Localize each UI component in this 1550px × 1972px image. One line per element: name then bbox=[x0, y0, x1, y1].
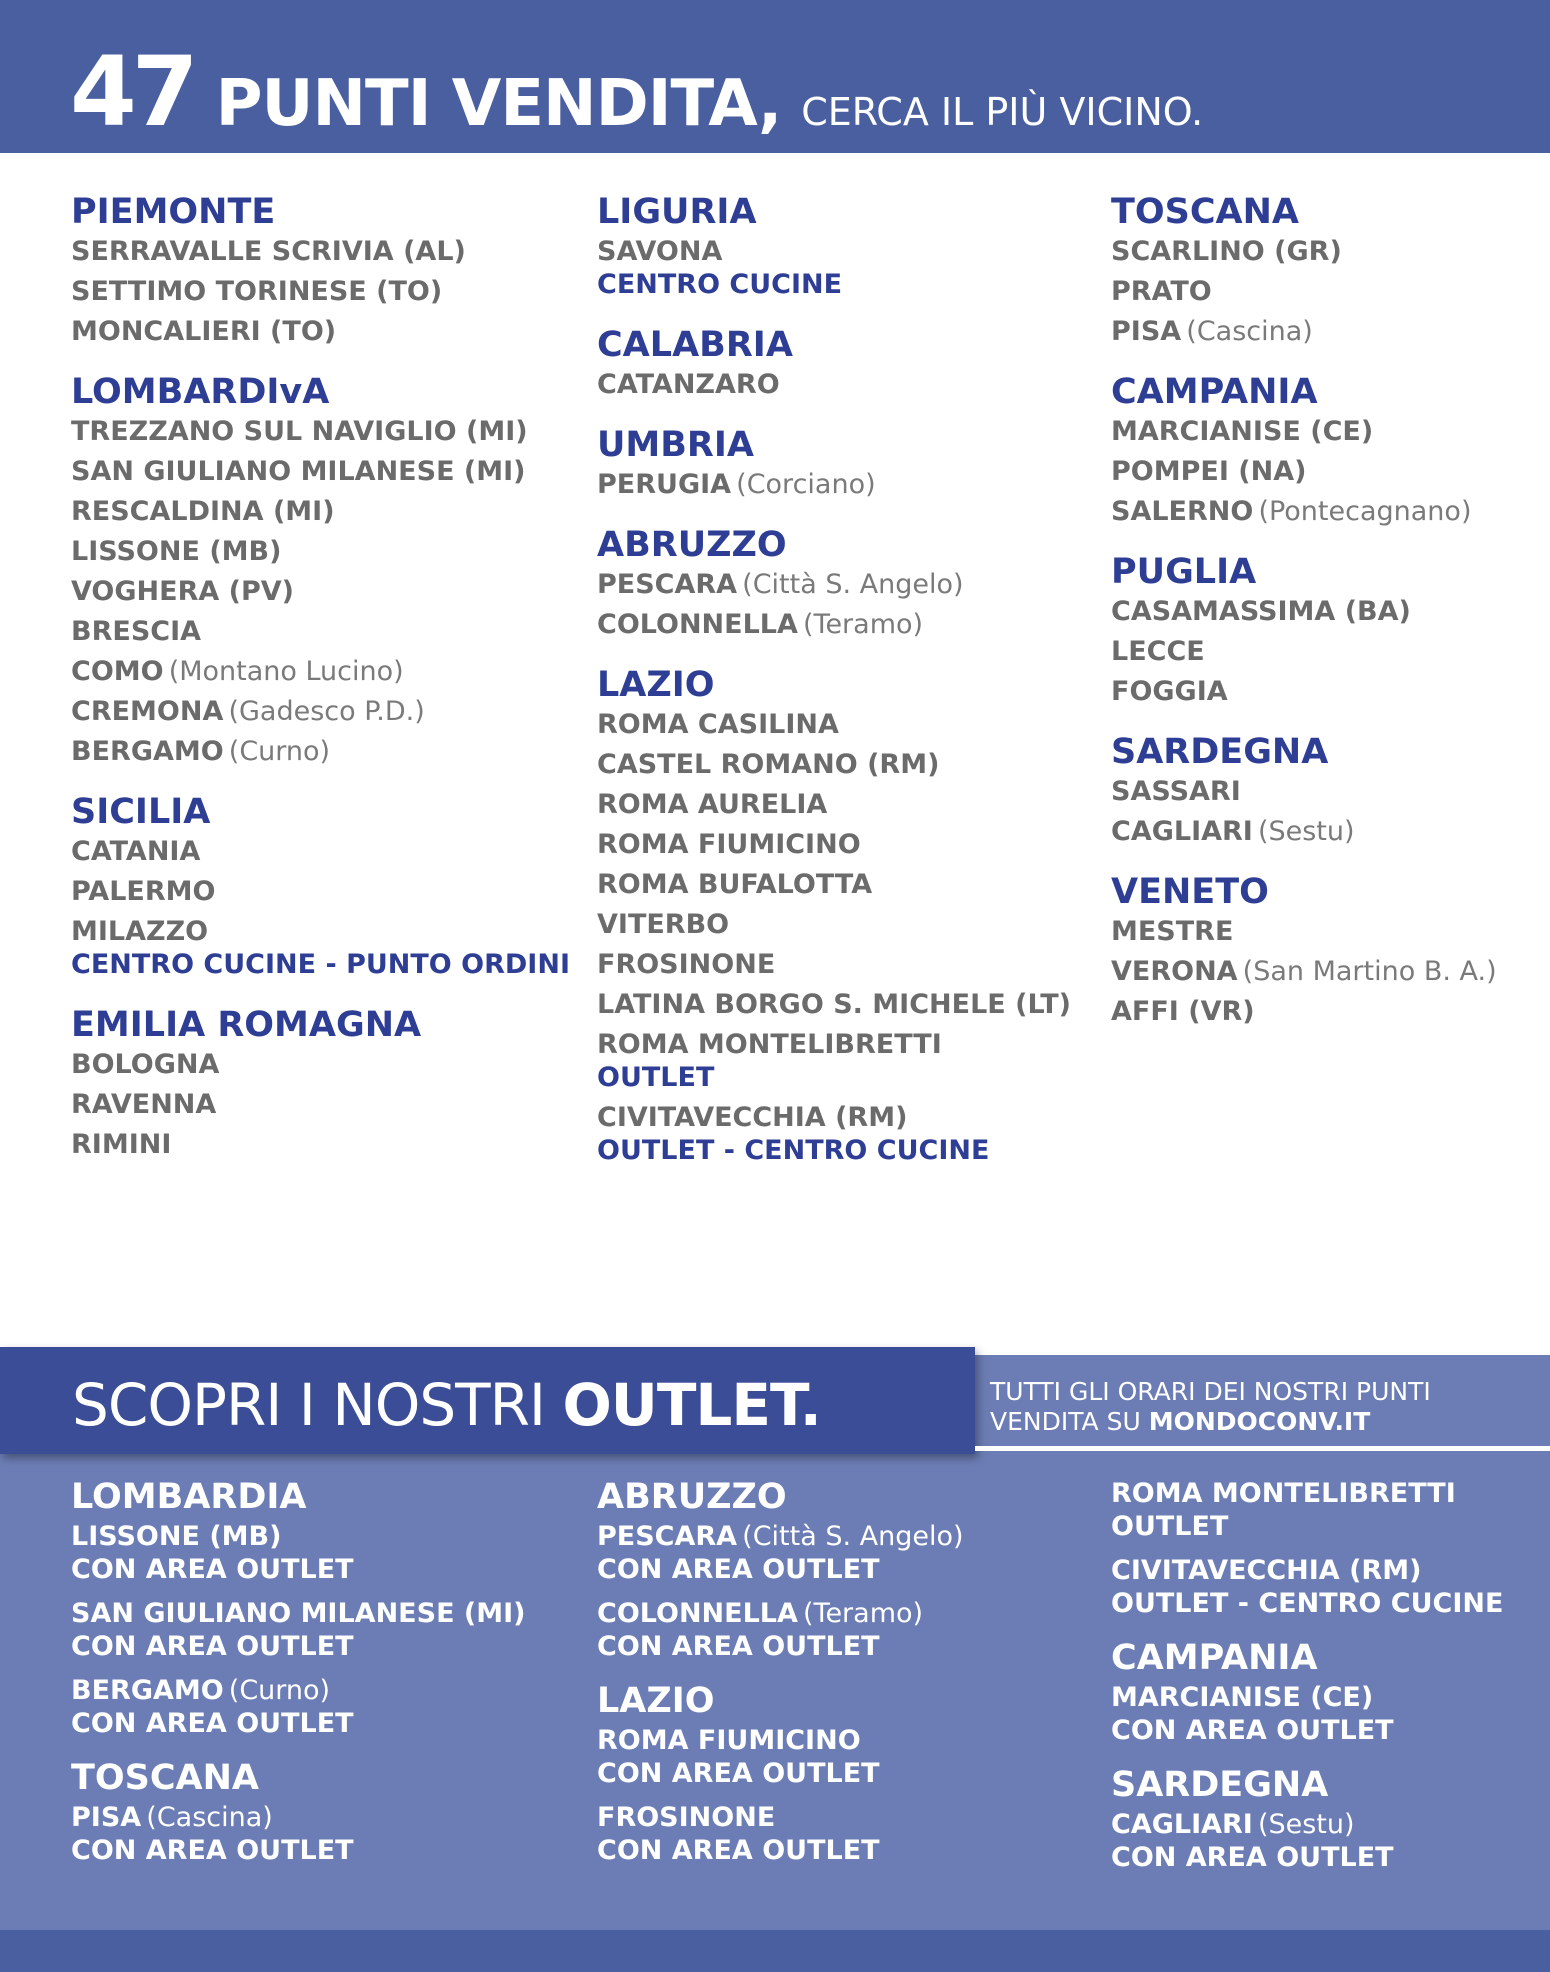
region-block bbox=[71, 1005, 571, 1160]
hours-note-prefix: VENDITA SU bbox=[990, 1407, 1141, 1436]
store-city: CATANZARO bbox=[597, 369, 780, 400]
region-block bbox=[71, 792, 571, 980]
store-city: SAVONA bbox=[597, 236, 723, 267]
bottom-bar bbox=[0, 1930, 1550, 1972]
region-block bbox=[597, 1477, 1097, 1662]
store-location bbox=[71, 738, 571, 765]
store-note: CENTRO CUCINE - PUNTO ORDINI bbox=[71, 949, 570, 980]
store-city: CAGLIARI bbox=[1111, 816, 1253, 847]
header-main-title: PUNTI VENDITA, bbox=[215, 67, 782, 141]
stores-column-2 bbox=[597, 192, 1097, 1194]
store-city: PERUGIA bbox=[597, 469, 732, 500]
store-city: CASAMASSIMA (BA) bbox=[1111, 596, 1411, 627]
store-city: CASTEL ROMANO (RM) bbox=[597, 749, 940, 780]
store-city: CIVITAVECCHIA (RM) bbox=[1111, 1555, 1422, 1586]
store-city: COMO bbox=[71, 656, 164, 687]
store-city: LECCE bbox=[1111, 636, 1205, 667]
store-city: LATINA BORGO S. MICHELE (LT) bbox=[597, 989, 1071, 1020]
store-city: SAN GIULIANO MILANESE (MI) bbox=[71, 1598, 526, 1629]
outlets-column-3 bbox=[1111, 1480, 1550, 1895]
region-name: EMILIA ROMAGNA bbox=[71, 1005, 422, 1045]
store-location bbox=[1111, 1557, 1550, 1617]
region-block bbox=[1111, 192, 1550, 347]
store-city: RESCALDINA (MI) bbox=[71, 496, 335, 527]
store-location bbox=[1111, 1480, 1550, 1540]
store-note: CON AREA OUTLET bbox=[71, 1631, 354, 1662]
store-city: MONCALIERI (TO) bbox=[71, 316, 337, 347]
store-city: CREMONA bbox=[71, 696, 224, 727]
store-location bbox=[597, 1600, 1097, 1660]
store-location bbox=[597, 751, 1097, 778]
store-city: BERGAMO bbox=[71, 1675, 224, 1706]
store-note: CON AREA OUTLET bbox=[597, 1631, 880, 1662]
store-locality: (Teramo) bbox=[803, 609, 924, 640]
store-location bbox=[1111, 818, 1550, 845]
store-location bbox=[71, 1523, 571, 1583]
store-location bbox=[597, 1104, 1097, 1164]
region-block bbox=[1111, 552, 1550, 707]
store-location bbox=[71, 458, 571, 485]
store-location bbox=[1111, 238, 1550, 265]
region-name: LAZIO bbox=[597, 1681, 715, 1721]
region-block bbox=[1111, 1638, 1550, 1746]
store-location bbox=[597, 611, 1097, 638]
store-note: OUTLET bbox=[1111, 1511, 1229, 1542]
store-note: CON AREA OUTLET bbox=[71, 1554, 354, 1585]
store-city: ROMA MONTELIBRETTI bbox=[597, 1029, 942, 1060]
store-locality: (Cascina) bbox=[1186, 316, 1313, 347]
region-block bbox=[1111, 1480, 1550, 1617]
region-name: PIEMONTE bbox=[71, 192, 276, 232]
region-name: LOMBARDIvA bbox=[71, 372, 330, 412]
store-note: OUTLET - CENTRO CUCINE bbox=[1111, 1588, 1504, 1619]
store-note: CON AREA OUTLET bbox=[597, 1554, 880, 1585]
store-city: SAN GIULIANO MILANESE (MI) bbox=[71, 456, 526, 487]
region-name: PUGLIA bbox=[1111, 552, 1257, 592]
store-location bbox=[1111, 318, 1550, 345]
store-location bbox=[1111, 278, 1550, 305]
region-name: VENETO bbox=[1111, 872, 1269, 912]
store-location bbox=[71, 418, 571, 445]
store-location bbox=[71, 538, 571, 565]
store-city: ROMA MONTELIBRETTI bbox=[1111, 1478, 1456, 1509]
outlet-banner bbox=[0, 1347, 975, 1454]
store-city: FOGGIA bbox=[1111, 676, 1228, 707]
store-city: VERONA bbox=[1111, 956, 1238, 987]
region-name: ABRUZZO bbox=[597, 525, 787, 565]
outlet-title-prefix: SCOPRI I NOSTRI bbox=[72, 1371, 546, 1439]
store-location bbox=[1111, 598, 1550, 625]
region-name: CAMPANIA bbox=[1111, 1638, 1318, 1678]
store-location bbox=[1111, 778, 1550, 805]
store-city: COLONNELLA bbox=[597, 1598, 798, 1629]
store-city: LISSONE (MB) bbox=[71, 1521, 282, 1552]
store-city: LISSONE (MB) bbox=[71, 536, 282, 567]
store-locality: (Curno) bbox=[228, 1675, 331, 1706]
store-location bbox=[1111, 998, 1550, 1025]
store-city: VITERBO bbox=[597, 909, 730, 940]
region-block bbox=[1111, 372, 1550, 527]
store-city: ROMA CASILINA bbox=[597, 709, 839, 740]
region-name: LAZIO bbox=[597, 665, 715, 705]
store-city: TREZZANO SUL NAVIGLIO (MI) bbox=[71, 416, 528, 447]
store-location bbox=[597, 911, 1097, 938]
region-block bbox=[597, 525, 1097, 640]
store-locality: (Cascina) bbox=[146, 1802, 273, 1833]
store-location bbox=[71, 1091, 571, 1118]
region-block bbox=[1111, 732, 1550, 847]
region-block bbox=[597, 192, 1097, 300]
store-city: ROMA FIUMICINO bbox=[597, 1725, 861, 1756]
store-location bbox=[597, 238, 1097, 298]
region-block bbox=[71, 1477, 571, 1739]
store-city: MESTRE bbox=[1111, 916, 1234, 947]
store-location bbox=[597, 571, 1097, 598]
store-city: MARCIANISE (CE) bbox=[1111, 416, 1374, 447]
region-block bbox=[597, 425, 1097, 500]
store-location bbox=[1111, 1811, 1550, 1871]
store-city: BRESCIA bbox=[71, 616, 202, 647]
store-location bbox=[71, 1804, 571, 1864]
store-location bbox=[71, 578, 571, 605]
store-locality: (Montano Lucino) bbox=[168, 656, 404, 687]
store-locality: (Pontecagnano) bbox=[1258, 496, 1472, 527]
header-subtitle: CERCA IL PIÙ VICINO. bbox=[801, 90, 1204, 134]
store-city: ROMA AURELIA bbox=[597, 789, 828, 820]
store-location bbox=[1111, 958, 1550, 985]
store-location bbox=[71, 1051, 571, 1078]
region-block bbox=[597, 665, 1097, 1166]
outlets-column-1 bbox=[71, 1477, 571, 1888]
region-block bbox=[71, 192, 571, 347]
store-location bbox=[597, 371, 1097, 398]
region-block bbox=[71, 372, 571, 767]
store-city: SCARLINO (GR) bbox=[1111, 236, 1342, 267]
store-city: AFFI (VR) bbox=[1111, 996, 1255, 1027]
region-name: LOMBARDIA bbox=[71, 1477, 307, 1517]
store-note: CENTRO CUCINE bbox=[597, 269, 843, 300]
region-block bbox=[71, 1758, 571, 1866]
store-location bbox=[71, 1600, 571, 1660]
region-name: UMBRIA bbox=[597, 425, 754, 465]
store-count: 47 bbox=[70, 36, 194, 148]
store-locality: (Città S. Angelo) bbox=[742, 569, 964, 600]
store-location bbox=[597, 711, 1097, 738]
store-location bbox=[597, 951, 1097, 978]
store-locality: (Teramo) bbox=[803, 1598, 924, 1629]
store-note: CON AREA OUTLET bbox=[597, 1758, 880, 1789]
store-note: CON AREA OUTLET bbox=[1111, 1715, 1394, 1746]
store-location bbox=[71, 838, 571, 865]
region-block bbox=[1111, 1765, 1550, 1873]
store-location bbox=[71, 918, 571, 978]
store-city: SALERNO bbox=[1111, 496, 1254, 527]
store-city: POMPEI (NA) bbox=[1111, 456, 1307, 487]
store-location bbox=[597, 791, 1097, 818]
header-title bbox=[70, 36, 1520, 148]
store-location bbox=[597, 831, 1097, 858]
store-location bbox=[1111, 498, 1550, 525]
store-city: SASSARI bbox=[1111, 776, 1241, 807]
region-name: ABRUZZO bbox=[597, 1477, 787, 1517]
store-city: ROMA BUFALOTTA bbox=[597, 869, 873, 900]
store-city: RAVENNA bbox=[71, 1089, 217, 1120]
store-city: FROSINONE bbox=[597, 1802, 776, 1833]
divider bbox=[975, 1446, 1550, 1451]
outlet-title bbox=[72, 1371, 821, 1439]
store-location bbox=[597, 471, 1097, 498]
store-location bbox=[1111, 638, 1550, 665]
region-name: SARDEGNA bbox=[1111, 1765, 1329, 1805]
region-name: CAMPANIA bbox=[1111, 372, 1318, 412]
store-location bbox=[1111, 458, 1550, 485]
store-city: COLONNELLA bbox=[597, 609, 798, 640]
store-city: PALERMO bbox=[71, 876, 216, 907]
store-location bbox=[1111, 678, 1550, 705]
region-block bbox=[597, 325, 1097, 400]
store-city: FROSINONE bbox=[597, 949, 776, 980]
store-location bbox=[71, 1131, 571, 1158]
outlets-column-2 bbox=[597, 1477, 1097, 1888]
store-location bbox=[597, 1523, 1097, 1583]
store-note: OUTLET bbox=[597, 1062, 715, 1093]
stores-column-3 bbox=[1111, 192, 1550, 1055]
store-location bbox=[597, 1804, 1097, 1864]
store-city: MARCIANISE (CE) bbox=[1111, 1682, 1374, 1713]
region-name: CALABRIA bbox=[597, 325, 793, 365]
store-city: VOGHERA (PV) bbox=[71, 576, 295, 607]
store-location bbox=[71, 318, 571, 345]
website-link[interactable]: MONDOCONV.IT bbox=[1148, 1407, 1371, 1436]
store-location bbox=[1111, 918, 1550, 945]
store-location bbox=[71, 498, 571, 525]
store-locality: (Curno) bbox=[228, 736, 331, 767]
store-location bbox=[597, 1031, 1097, 1091]
store-locality: (Gadesco P.D.) bbox=[228, 696, 425, 727]
store-city: CATANIA bbox=[71, 836, 201, 867]
store-location bbox=[71, 1677, 571, 1737]
store-location bbox=[71, 238, 571, 265]
region-name: LIGURIA bbox=[597, 192, 757, 232]
store-location bbox=[71, 878, 571, 905]
store-city: CAGLIARI bbox=[1111, 1809, 1253, 1840]
store-locality: (Corciano) bbox=[736, 469, 876, 500]
store-location bbox=[71, 618, 571, 645]
store-location bbox=[597, 871, 1097, 898]
store-location bbox=[71, 278, 571, 305]
store-location bbox=[71, 658, 571, 685]
store-city: PESCARA bbox=[597, 1521, 738, 1552]
region-block bbox=[597, 1681, 1097, 1866]
store-note: CON AREA OUTLET bbox=[71, 1835, 354, 1866]
hours-note-line2 bbox=[990, 1407, 1431, 1437]
store-note: CON AREA OUTLET bbox=[71, 1708, 354, 1739]
store-location bbox=[71, 698, 571, 725]
store-city: PRATO bbox=[1111, 276, 1212, 307]
store-locality: (Sestu) bbox=[1257, 1809, 1355, 1840]
hours-note-line1: TUTTI GLI ORARI DEI NOSTRI PUNTI bbox=[990, 1377, 1431, 1406]
store-city: ROMA FIUMICINO bbox=[597, 829, 861, 860]
store-note: OUTLET - CENTRO CUCINE bbox=[597, 1135, 990, 1166]
store-locality: (Sestu) bbox=[1257, 816, 1355, 847]
store-note: CON AREA OUTLET bbox=[597, 1835, 880, 1866]
region-name: SICILIA bbox=[71, 792, 211, 832]
store-city: PISA bbox=[1111, 316, 1182, 347]
store-city: BERGAMO bbox=[71, 736, 224, 767]
store-city: BOLOGNA bbox=[71, 1049, 220, 1080]
store-city: MILAZZO bbox=[71, 916, 209, 947]
store-city: SETTIMO TORINESE (TO) bbox=[71, 276, 443, 307]
store-city: PISA bbox=[71, 1802, 142, 1833]
hours-note bbox=[990, 1377, 1431, 1437]
region-name: SARDEGNA bbox=[1111, 732, 1329, 772]
store-locality: (Città S. Angelo) bbox=[742, 1521, 964, 1552]
outlet-title-bold: OUTLET. bbox=[562, 1371, 821, 1439]
stores-column-1 bbox=[71, 192, 571, 1188]
store-city: RIMINI bbox=[71, 1129, 172, 1160]
store-city: PESCARA bbox=[597, 569, 738, 600]
region-name: TOSCANA bbox=[1111, 192, 1299, 232]
store-city: SERRAVALLE SCRIVIA (AL) bbox=[71, 236, 466, 267]
region-name: TOSCANA bbox=[71, 1758, 259, 1798]
store-location bbox=[1111, 1684, 1550, 1744]
region-block bbox=[1111, 872, 1550, 1027]
store-location bbox=[597, 1727, 1097, 1787]
store-note: CON AREA OUTLET bbox=[1111, 1842, 1394, 1873]
store-city: CIVITAVECCHIA (RM) bbox=[597, 1102, 908, 1133]
store-locality: (San Martino B. A.) bbox=[1242, 956, 1497, 987]
store-location bbox=[1111, 418, 1550, 445]
page-header bbox=[0, 0, 1550, 153]
store-location bbox=[597, 991, 1097, 1018]
